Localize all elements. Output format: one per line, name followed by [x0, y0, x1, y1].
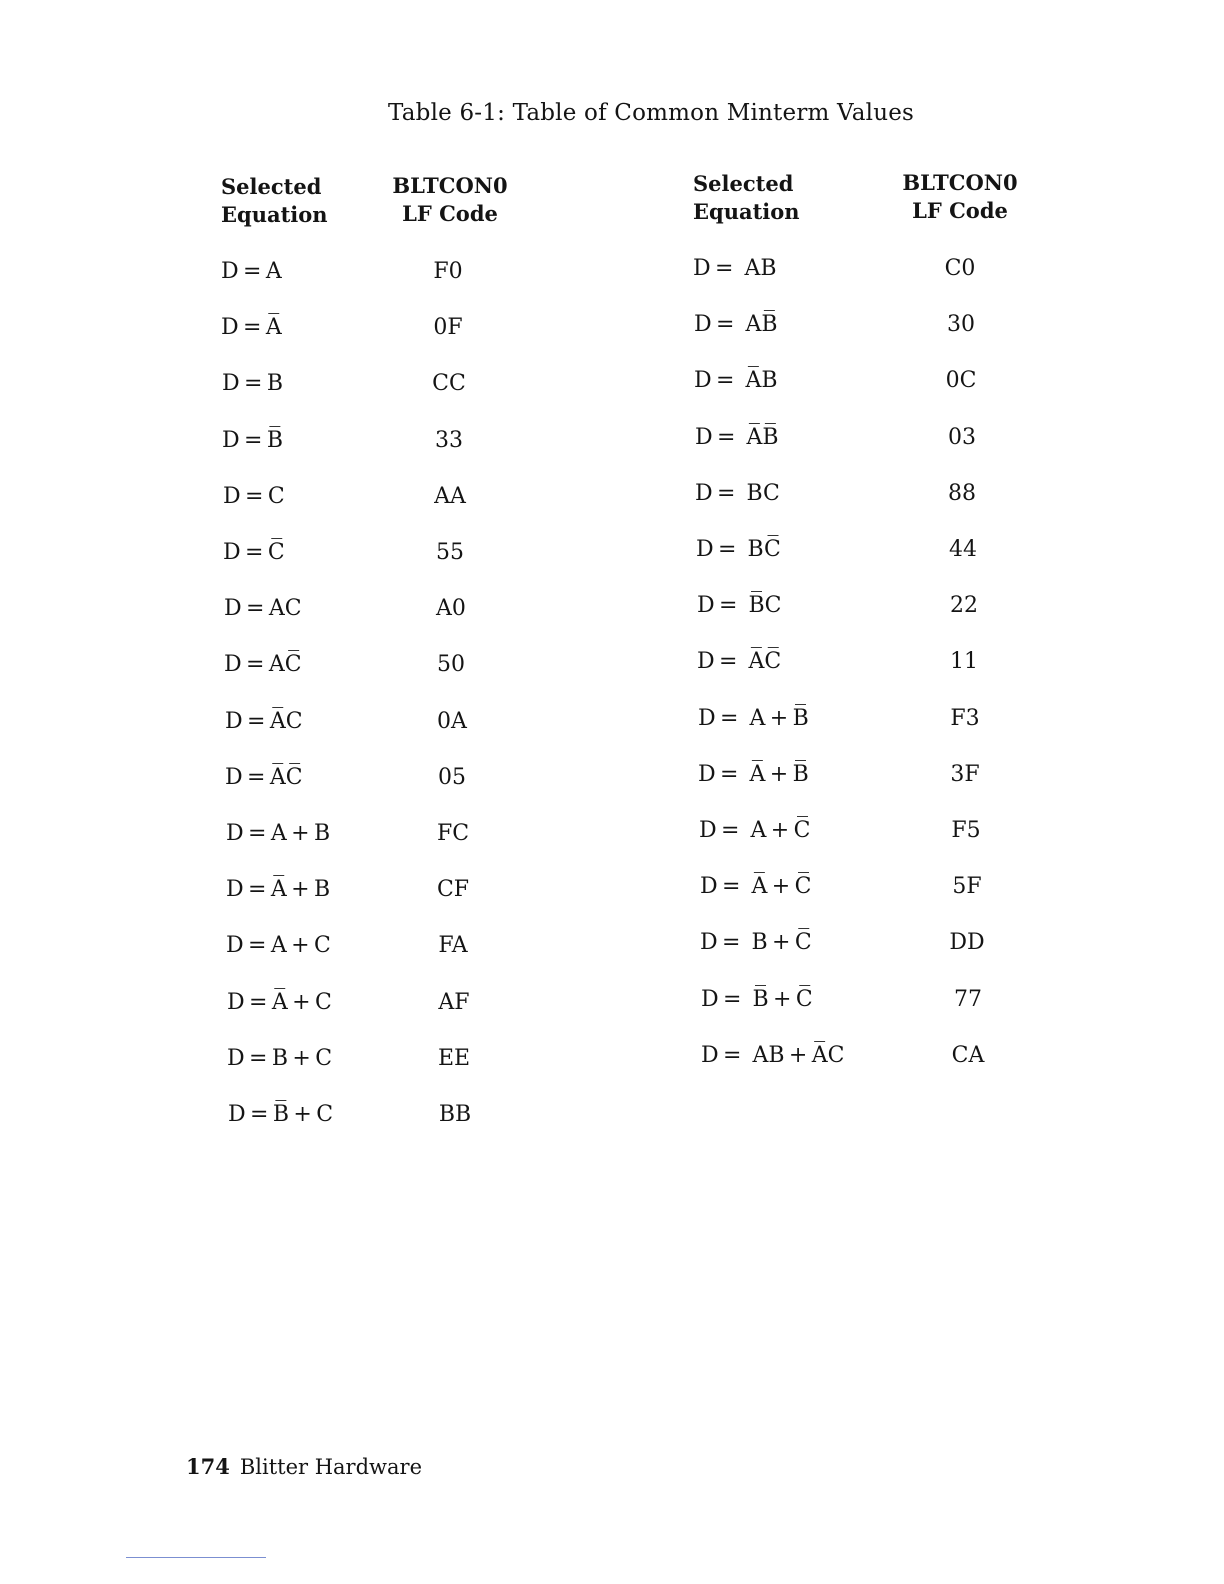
- lf-code-cell: 5F: [952, 874, 982, 899]
- equation-cell: D = B̅C: [697, 593, 782, 618]
- section-title: Blitter Hardware: [239, 1455, 423, 1479]
- header-left-equation: [221, 173, 328, 229]
- equation-cell: D = AB̅: [694, 312, 778, 337]
- equation-cell: D = A̅C: [225, 709, 303, 734]
- page-footer: [186, 1454, 422, 1479]
- footnote-rule: [126, 1557, 266, 1558]
- header-right-equation: [693, 170, 800, 226]
- table-title: Table 6-1: Table of Common Minterm Values: [388, 100, 915, 126]
- equation-cell: D = C̅: [223, 540, 285, 565]
- lf-code-cell: 33: [435, 428, 463, 453]
- header-line: Equation: [693, 199, 800, 224]
- lf-code-cell: CA: [951, 1043, 985, 1068]
- equation-cell: D = BC: [695, 481, 780, 506]
- lf-code-cell: 88: [948, 481, 976, 506]
- lf-code-cell: BB: [438, 1102, 472, 1127]
- lf-code-cell: 11: [950, 649, 978, 674]
- lf-code-cell: 0C: [945, 368, 977, 393]
- equation-cell: D = A + B̅: [698, 706, 809, 731]
- equation-cell: D = A̅B̅: [695, 425, 779, 450]
- equation-cell: D = A̅C̅: [697, 649, 782, 674]
- equation-cell: D = A̅B: [694, 368, 778, 393]
- lf-code-cell: A0: [436, 596, 466, 621]
- header-line: BLTCON0: [902, 170, 1018, 195]
- equation-cell: D = B̅: [222, 428, 284, 453]
- header-line: LF Code: [402, 201, 498, 226]
- equation-cell: D = A + B: [226, 821, 331, 846]
- lf-code-cell: AA: [434, 484, 466, 509]
- header-line: Selected: [221, 174, 322, 199]
- header-left-code: [380, 172, 520, 228]
- equation-cell: D = AB + A̅C: [701, 1043, 845, 1068]
- lf-code-cell: FC: [436, 821, 470, 846]
- lf-code-cell: AF: [438, 990, 470, 1015]
- equation-cell: D = A̅ + C̅: [700, 874, 812, 899]
- lf-code-cell: CF: [436, 877, 470, 902]
- lf-code-cell: F3: [950, 706, 980, 731]
- lf-code-cell: 03: [948, 425, 976, 450]
- equation-cell: D = AC: [224, 596, 302, 621]
- lf-code-cell: 30: [947, 312, 975, 337]
- equation-cell: D = C: [223, 484, 285, 509]
- equation-cell: D = B + C: [227, 1046, 333, 1071]
- equation-cell: D = A̅ + B̅: [698, 762, 809, 787]
- header-line: LF Code: [912, 198, 1008, 223]
- lf-code-cell: 44: [949, 537, 977, 562]
- equation-cell: D = B: [222, 371, 284, 396]
- equation-cell: D = A̅: [221, 315, 282, 340]
- lf-code-cell: DD: [949, 930, 985, 955]
- equation-cell: D = B + C̅: [700, 930, 812, 955]
- equation-cell: D = A̅ + B: [226, 877, 331, 902]
- equation-cell: D = A̅ + C: [227, 990, 332, 1015]
- equation-cell: D = A + C: [226, 933, 331, 958]
- lf-code-cell: CC: [432, 371, 466, 396]
- lf-code-cell: FA: [438, 933, 468, 958]
- lf-code-cell: 05: [438, 765, 466, 790]
- lf-code-cell: 55: [436, 540, 464, 565]
- page-number: 174: [186, 1454, 230, 1479]
- equation-cell: D = A: [221, 259, 282, 284]
- equation-cell: D = BC̅: [696, 537, 781, 562]
- header-line: Selected: [693, 171, 794, 196]
- lf-code-cell: F0: [433, 259, 463, 284]
- lf-code-cell: C0: [944, 256, 976, 281]
- lf-code-cell: 22: [950, 593, 978, 618]
- lf-code-cell: 50: [437, 652, 465, 677]
- lf-code-cell: F5: [951, 818, 981, 843]
- lf-code-cell: EE: [437, 1046, 471, 1071]
- header-line: BLTCON0: [392, 173, 508, 198]
- header-right-code: [890, 169, 1030, 225]
- lf-code-cell: 0F: [433, 315, 463, 340]
- equation-cell: D = A + C̅: [699, 818, 811, 843]
- header-line: Equation: [221, 202, 328, 227]
- equation-cell: D = A̅C̅: [225, 765, 303, 790]
- lf-code-cell: 3F: [950, 762, 980, 787]
- equation-cell: D = B̅ + C: [228, 1102, 334, 1127]
- equation-cell: D = AB: [693, 256, 777, 281]
- lf-code-cell: 0A: [437, 709, 467, 734]
- equation-cell: D = AC̅: [224, 652, 302, 677]
- equation-cell: D = B̅ + C̅: [701, 987, 813, 1012]
- lf-code-cell: 77: [954, 987, 982, 1012]
